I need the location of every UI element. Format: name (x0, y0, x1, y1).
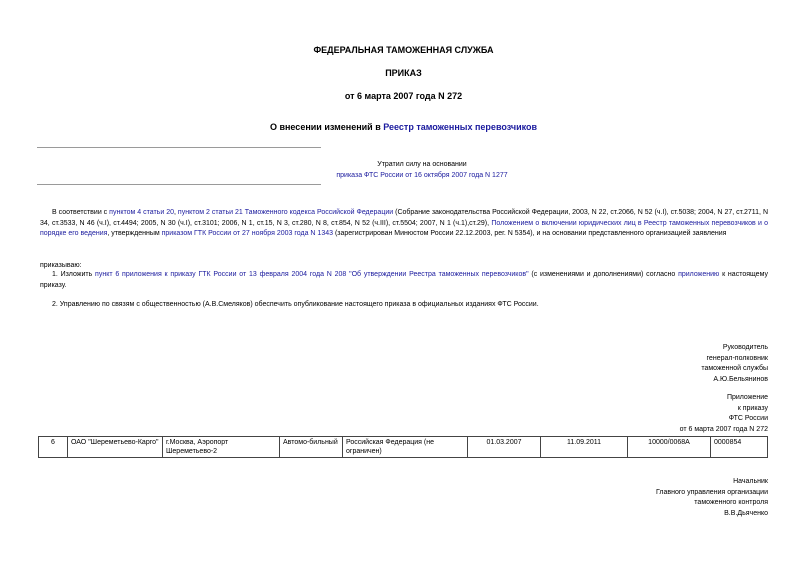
repeal-note (322, 159, 522, 181)
item-2-paragraph: 2. Управлению по связям с общественностью (А.В.Смеляков) обеспечить опубликование настоящего приказа в официальных изданиях ФТС России. (52, 301, 539, 308)
document-date-number: от 6 марта 2007 года N 272 (344, 91, 463, 101)
cell-certificate-number: 0000854 (711, 437, 768, 458)
signature-line: Начальник (733, 478, 768, 485)
signature-line: Главного управления организации (656, 488, 768, 496)
preamble-link[interactable]: Положением о включении юридических лиц в Реестр таможенных перевозчиков и о порядке его ведения (40, 219, 768, 237)
signature-line: таможенной службы (701, 365, 768, 372)
signature-line: таможенного контроля (694, 499, 768, 506)
cell-registration-number: 10000/0068А (628, 437, 711, 458)
appendix-line: к приказу (737, 404, 768, 412)
appendix-line: от 6 марта 2007 года N 272 (679, 425, 768, 433)
cell-number: 6 (39, 437, 68, 458)
signature-line: генерал-полковник (706, 354, 768, 362)
appendix-line: Приложение (726, 394, 768, 401)
signature-line: А.Ю.Бельянинов (713, 375, 768, 383)
appendix-line: ФТС России (728, 415, 768, 422)
table-row (39, 437, 768, 458)
title-prefix: О внесении изменений в (269, 122, 384, 132)
repeal-note-text: Утратил силу на основании (377, 161, 467, 168)
divider-top (37, 147, 321, 148)
preamble-link[interactable]: приказом ГТК России от 27 ноября 2003 года N 1343 (161, 230, 334, 237)
item-link[interactable]: приложению (678, 271, 720, 278)
preamble-text: (Собрание законодательства Российской Федерации, 2003, N 22, ст.2066, N 52 (ч.I), ст.5038; 2004, N 27, ст.2711, N 34, ст.3533, N 46 (ч.I), ст.4494; 2005, N 30 (ч.I), ст.3101; 2006, N 1, ст.15, N 3, ст.280, N 8, ст.854, N 52 (ч.III), ст.5504; 2007, N 1 (ч.1),ст.29), (40, 209, 769, 227)
preamble-text: , утвержденным (107, 230, 162, 237)
signature-director (701, 343, 768, 385)
preamble-link[interactable]: пунктом 2 статьи 21 Таможенного кодекса Российской Федерации (177, 209, 394, 216)
preamble-paragraph (40, 208, 768, 240)
preamble-text: , (174, 209, 178, 216)
cell-territory: Российская Федерация (не ограничен) (343, 437, 468, 458)
cell-organization: ОАО "Шереметьево-Карго" (68, 437, 163, 458)
signature-line: В.В.Дьяченко (724, 509, 768, 517)
preamble-text: (зарегистрирован Минюстом России 22.12.2003, рег. N 5354), и на основании представленного организацией заявления (333, 230, 727, 237)
divider-bottom (37, 184, 321, 185)
document-type: ПРИКАЗ (385, 68, 422, 78)
item-text: к настоящему приказу. (40, 271, 768, 289)
document-title (0, 122, 807, 132)
preamble-link[interactable]: пунктом 4 статьи 20 (109, 209, 174, 216)
signature-line: Руководитель (722, 344, 768, 351)
item-1-paragraph (40, 270, 768, 291)
register-table (38, 436, 768, 458)
signature-head (656, 477, 768, 519)
order-word: приказываю: (40, 262, 82, 269)
cell-date-to: 11.09.2011 (541, 437, 628, 458)
repeal-note-link[interactable]: приказа ФТС России от 16 октября 2007 года N 1277 (336, 172, 508, 179)
cell-transport: Автомо-бильный (280, 437, 343, 458)
appendix-header (680, 393, 768, 435)
item-link[interactable]: пункт 6 приложения к приказу ГТК России от 13 февраля 2004 года N 208 "Об утверждении Реестра таможенных перевозчиков" (95, 271, 529, 278)
preamble-text: В соответствии с (52, 209, 110, 216)
cell-date-from: 01.03.2007 (468, 437, 541, 458)
agency-name: ФЕДЕРАЛЬНАЯ ТАМОЖЕННАЯ СЛУЖБА (313, 45, 494, 55)
item-text: 1. Изложить (52, 271, 96, 278)
item-text: (с изменениями и дополнениями) согласно (528, 271, 679, 278)
title-link[interactable]: Реестр таможенных перевозчиков (383, 122, 538, 132)
cell-address: г.Москва, Аэропорт Шереметьево-2 (163, 437, 280, 458)
